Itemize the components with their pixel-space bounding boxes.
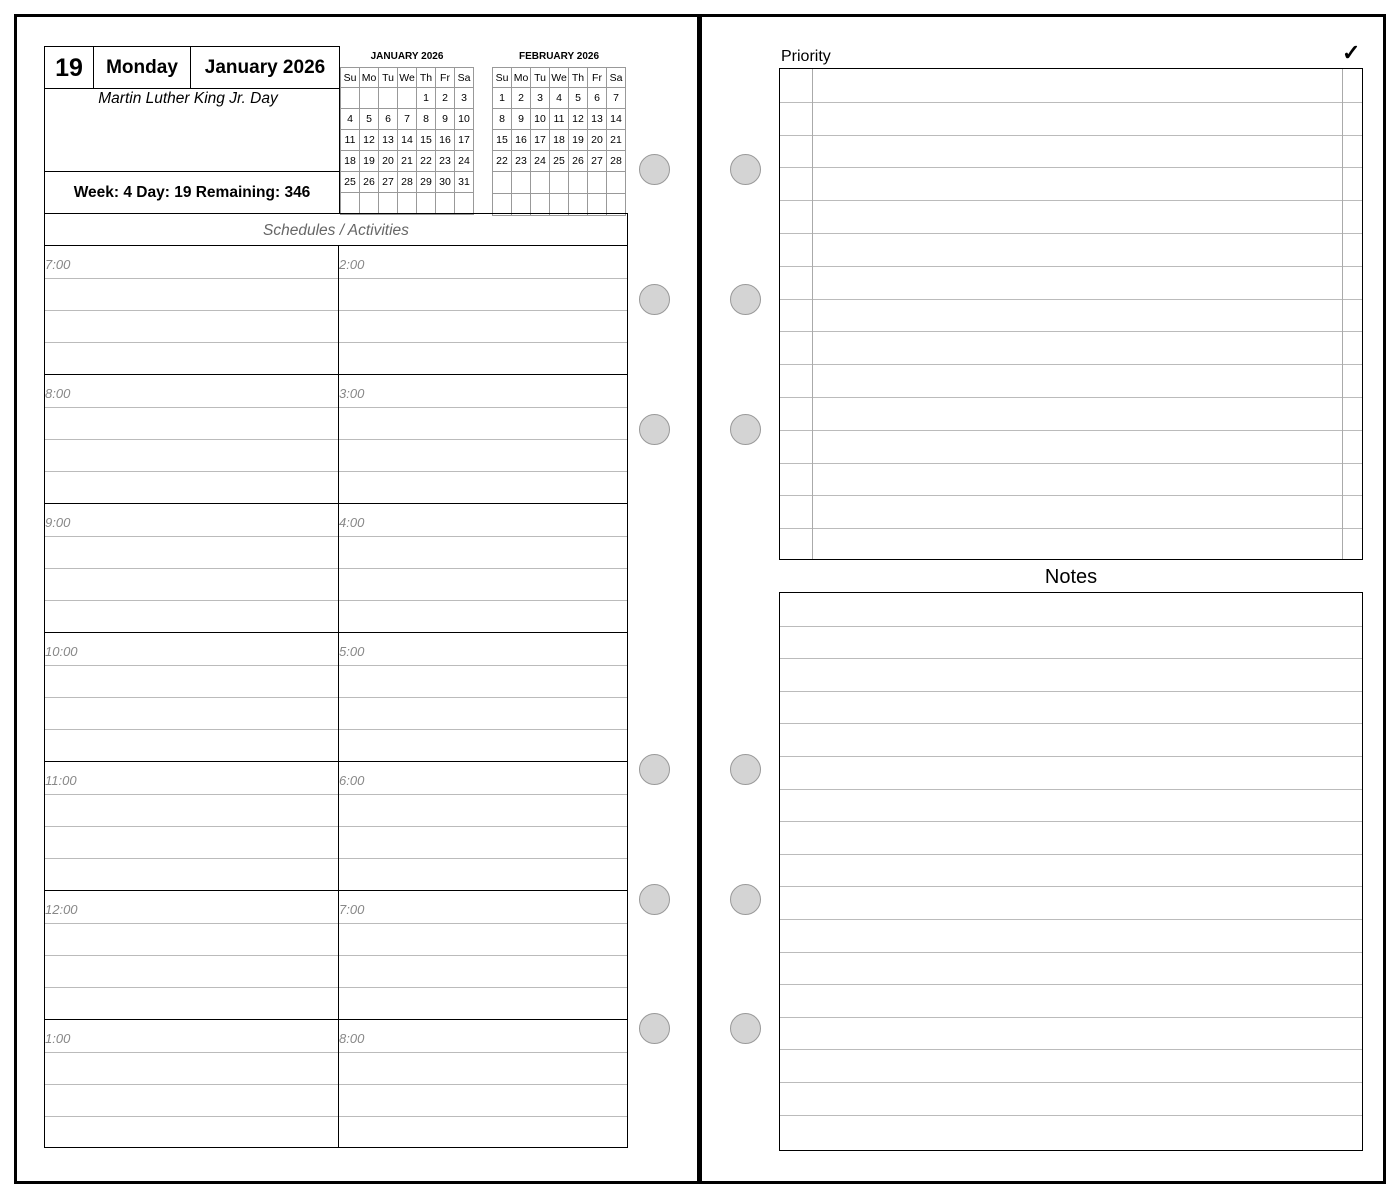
rule-line xyxy=(339,310,627,311)
calendar-day-cell[interactable]: 25 xyxy=(550,151,569,172)
hour-label: 4:00 xyxy=(339,515,365,530)
calendar-day-cell[interactable]: 26 xyxy=(360,172,379,193)
calendar-day-cell[interactable]: 5 xyxy=(360,109,379,130)
calendar-day-cell[interactable]: 28 xyxy=(398,172,417,193)
weekday-header: Fr xyxy=(588,68,607,88)
calendar-day-cell xyxy=(341,88,360,109)
hour-block[interactable] xyxy=(45,633,338,762)
hour-label: 7:00 xyxy=(45,257,71,272)
schedule-column-morning xyxy=(45,246,339,1147)
calendar-day-cell[interactable]: 7 xyxy=(398,109,417,130)
binder-hole xyxy=(639,284,670,315)
calendar-day-cell[interactable]: 16 xyxy=(436,130,455,151)
rule-line xyxy=(339,665,627,666)
mini-calendar-february xyxy=(492,50,626,216)
notes-line xyxy=(780,854,1362,855)
rule-line xyxy=(45,987,338,988)
hour-block[interactable] xyxy=(339,633,627,762)
rule-line xyxy=(339,1084,627,1085)
calendar-day-cell[interactable]: 11 xyxy=(341,130,360,151)
calendar-day-cell xyxy=(417,193,436,215)
notes-title: Notes xyxy=(1044,566,1098,588)
priority-line xyxy=(780,495,1362,496)
calendar-day-cell[interactable]: 26 xyxy=(569,151,588,172)
mini-calendar-grid xyxy=(340,67,474,215)
binder-hole xyxy=(730,284,761,315)
calendar-day-cell[interactable]: 8 xyxy=(417,109,436,130)
weekday-header: Mo xyxy=(360,68,379,88)
calendar-day-cell[interactable]: 19 xyxy=(569,130,588,151)
calendar-day-cell xyxy=(379,88,398,109)
weekday: Monday xyxy=(94,47,191,89)
binder-hole xyxy=(730,414,761,445)
notes-line xyxy=(780,1082,1362,1083)
weekday-header: Mo xyxy=(512,68,531,88)
schedule-column-afternoon xyxy=(339,246,627,1147)
rule-line xyxy=(45,278,338,279)
priority-list[interactable] xyxy=(779,68,1363,560)
hour-label: 12:00 xyxy=(45,902,78,917)
hour-block[interactable] xyxy=(339,504,627,633)
calendar-day-cell xyxy=(588,172,607,194)
calendar-day-cell[interactable]: 15 xyxy=(493,130,512,151)
weekday-header: Tu xyxy=(379,68,398,88)
calendar-day-cell[interactable]: 12 xyxy=(569,109,588,130)
hour-block[interactable] xyxy=(339,375,627,504)
weekday-header: Sa xyxy=(607,68,626,88)
binder-hole xyxy=(639,1013,670,1044)
calendar-day-cell[interactable]: 14 xyxy=(398,130,417,151)
binder-hole xyxy=(639,884,670,915)
holiday-label: Martin Luther King Jr. Day xyxy=(98,90,278,107)
hour-block[interactable] xyxy=(339,891,627,1020)
date-header xyxy=(44,46,340,214)
notes-line xyxy=(780,952,1362,953)
hour-label: 9:00 xyxy=(45,515,71,530)
calendar-day-cell xyxy=(550,172,569,194)
weekday-header: We xyxy=(398,68,417,88)
calendar-day-cell xyxy=(512,172,531,194)
binder-hole xyxy=(730,884,761,915)
calendar-day-cell[interactable]: 6 xyxy=(379,109,398,130)
binder-hole xyxy=(639,754,670,785)
weekday-header: Sa xyxy=(455,68,474,88)
schedule-title: Schedules / Activities xyxy=(45,214,627,246)
mini-calendar-january xyxy=(340,50,474,215)
notes-area[interactable] xyxy=(779,592,1363,1151)
calendar-day-cell[interactable]: 20 xyxy=(588,130,607,151)
rule-line xyxy=(339,729,627,730)
rule-line xyxy=(45,407,338,408)
hour-label: 8:00 xyxy=(45,386,71,401)
rule-line xyxy=(339,278,627,279)
hour-label: 2:00 xyxy=(339,257,365,272)
hour-label: 1:00 xyxy=(45,1031,71,1046)
calendar-day-cell[interactable]: 13 xyxy=(588,109,607,130)
hour-block[interactable] xyxy=(45,1020,338,1149)
calendar-day-cell xyxy=(607,172,626,194)
rule-line xyxy=(45,955,338,956)
calendar-day-cell[interactable]: 22 xyxy=(493,151,512,172)
hour-block[interactable] xyxy=(339,246,627,375)
notes-line xyxy=(780,1049,1362,1050)
calendar-day-cell[interactable]: 22 xyxy=(417,151,436,172)
hour-label: 5:00 xyxy=(339,644,365,659)
rule-line xyxy=(339,923,627,924)
weekday-header: Th xyxy=(417,68,436,88)
calendar-day-cell[interactable]: 8 xyxy=(493,109,512,130)
priority-line xyxy=(780,266,1362,267)
binder-hole xyxy=(730,754,761,785)
priority-margin-line xyxy=(812,69,813,559)
priority-line xyxy=(780,299,1362,300)
calendar-day-cell[interactable]: 27 xyxy=(588,151,607,172)
calendar-day-cell xyxy=(531,172,550,194)
hour-label: 3:00 xyxy=(339,386,365,401)
priority-line xyxy=(780,331,1362,332)
schedule-grid xyxy=(44,213,628,1148)
calendar-day-cell xyxy=(341,193,360,215)
calendar-day-cell[interactable]: 3 xyxy=(531,88,550,109)
calendar-day-cell[interactable]: 10 xyxy=(455,109,474,130)
calendar-day-cell[interactable]: 1 xyxy=(417,88,436,109)
calendar-day-cell[interactable]: 16 xyxy=(512,130,531,151)
hour-label: 10:00 xyxy=(45,644,78,659)
priority-line xyxy=(780,102,1362,103)
hour-label: 7:00 xyxy=(339,902,365,917)
notes-line xyxy=(780,756,1362,757)
calendar-day-cell xyxy=(360,88,379,109)
notes-line xyxy=(780,789,1362,790)
rule-line xyxy=(339,600,627,601)
notes-line xyxy=(780,984,1362,985)
calendar-day-cell[interactable]: 1 xyxy=(493,88,512,109)
notes-line xyxy=(780,691,1362,692)
rule-line xyxy=(339,536,627,537)
calendar-day-cell[interactable]: 30 xyxy=(436,172,455,193)
rule-line xyxy=(339,858,627,859)
rule-line xyxy=(45,923,338,924)
priority-line xyxy=(780,430,1362,431)
rule-line xyxy=(45,729,338,730)
rule-line xyxy=(45,536,338,537)
rule-line xyxy=(339,342,627,343)
calendar-day-cell[interactable]: 20 xyxy=(379,151,398,172)
hour-block[interactable] xyxy=(45,375,338,504)
calendar-day-cell[interactable]: 17 xyxy=(455,130,474,151)
calendar-day-cell[interactable]: 18 xyxy=(341,151,360,172)
hour-block[interactable] xyxy=(339,762,627,891)
calendar-day-cell xyxy=(398,193,417,215)
weekday-header: Su xyxy=(493,68,512,88)
mini-calendar-grid xyxy=(492,67,626,216)
mini-calendar-title: JANUARY 2026 xyxy=(370,51,444,62)
priority-line xyxy=(780,135,1362,136)
calendar-day-cell xyxy=(569,172,588,194)
priority-label: Priority xyxy=(781,48,831,65)
month-year: January 2026 xyxy=(204,57,326,78)
calendar-day-cell[interactable]: 24 xyxy=(455,151,474,172)
calendar-day-cell[interactable]: 23 xyxy=(436,151,455,172)
rule-line xyxy=(45,826,338,827)
rule-line xyxy=(339,1116,627,1117)
calendar-day-cell[interactable]: 19 xyxy=(360,151,379,172)
priority-line xyxy=(780,397,1362,398)
rule-line xyxy=(45,439,338,440)
checkmark-icon: ✓ xyxy=(1342,40,1361,65)
binder-hole xyxy=(639,414,670,445)
weekday-header: Su xyxy=(341,68,360,88)
hour-block[interactable] xyxy=(45,891,338,1020)
calendar-day-cell[interactable]: 18 xyxy=(550,130,569,151)
priority-line xyxy=(780,200,1362,201)
calendar-day-cell[interactable]: 2 xyxy=(512,88,531,109)
calendar-day-cell[interactable]: 6 xyxy=(588,88,607,109)
rule-line xyxy=(45,471,338,472)
rule-line xyxy=(339,471,627,472)
notes-line xyxy=(780,919,1362,920)
rule-line xyxy=(339,987,627,988)
rule-line xyxy=(339,826,627,827)
day-number: 19 xyxy=(45,47,94,89)
rule-line xyxy=(45,600,338,601)
calendar-day-cell[interactable]: 21 xyxy=(607,130,626,151)
rule-line xyxy=(45,568,338,569)
calendar-day-cell[interactable]: 3 xyxy=(455,88,474,109)
notes-line xyxy=(780,723,1362,724)
calendar-day-cell[interactable]: 27 xyxy=(379,172,398,193)
priority-line xyxy=(780,233,1362,234)
rule-line xyxy=(45,665,338,666)
calendar-day-cell[interactable]: 15 xyxy=(417,130,436,151)
notes-line xyxy=(780,1115,1362,1116)
calendar-day-cell[interactable]: 14 xyxy=(607,109,626,130)
hour-block[interactable] xyxy=(45,246,338,375)
calendar-day-cell[interactable]: 13 xyxy=(379,130,398,151)
calendar-day-cell xyxy=(398,88,417,109)
calendar-day-cell[interactable]: 25 xyxy=(341,172,360,193)
calendar-day-cell[interactable]: 9 xyxy=(512,109,531,130)
hour-block[interactable] xyxy=(45,504,338,633)
rule-line xyxy=(339,568,627,569)
date-header-row xyxy=(45,47,339,89)
rule-line xyxy=(339,1052,627,1053)
calendar-day-cell[interactable]: 9 xyxy=(436,109,455,130)
rule-line xyxy=(339,794,627,795)
hour-block[interactable] xyxy=(45,762,338,891)
binder-hole xyxy=(730,154,761,185)
hour-label: 11:00 xyxy=(45,773,77,788)
priority-line xyxy=(780,463,1362,464)
notes-line xyxy=(780,821,1362,822)
calendar-day-cell[interactable]: 31 xyxy=(455,172,474,193)
binder-hole xyxy=(639,154,670,185)
calendar-day-cell[interactable]: 5 xyxy=(569,88,588,109)
notes-line xyxy=(780,626,1362,627)
calendar-day-cell xyxy=(493,172,512,194)
weekday-header: Tu xyxy=(531,68,550,88)
rule-line xyxy=(339,439,627,440)
calendar-day-cell[interactable]: 29 xyxy=(417,172,436,193)
priority-margin-line xyxy=(1342,69,1343,559)
mini-calendar-title: FEBRUARY 2026 xyxy=(518,51,600,62)
calendar-day-cell[interactable]: 4 xyxy=(341,109,360,130)
calendar-day-cell[interactable]: 24 xyxy=(531,151,550,172)
rule-line xyxy=(45,1084,338,1085)
priority-line xyxy=(780,167,1362,168)
rule-line xyxy=(45,1116,338,1117)
weekday-header: Fr xyxy=(436,68,455,88)
rule-line xyxy=(45,310,338,311)
rule-line xyxy=(339,955,627,956)
hour-label: 6:00 xyxy=(339,773,365,788)
calendar-day-cell[interactable]: 17 xyxy=(531,130,550,151)
week-stats: Week: 4 Day: 19 Remaining: 346 xyxy=(45,171,339,213)
binder-hole xyxy=(730,1013,761,1044)
calendar-day-cell xyxy=(360,193,379,215)
calendar-day-cell[interactable]: 11 xyxy=(550,109,569,130)
notes-line xyxy=(780,658,1362,659)
rule-line xyxy=(45,1052,338,1053)
calendar-day-cell xyxy=(455,193,474,215)
calendar-day-cell[interactable]: 2 xyxy=(436,88,455,109)
calendar-day-cell xyxy=(379,193,398,215)
rule-line xyxy=(45,858,338,859)
calendar-day-cell xyxy=(436,193,455,215)
hour-label: 8:00 xyxy=(339,1031,365,1046)
priority-line xyxy=(780,528,1362,529)
rule-line xyxy=(45,342,338,343)
calendar-day-cell[interactable]: 7 xyxy=(607,88,626,109)
calendar-day-cell[interactable]: 23 xyxy=(512,151,531,172)
priority-line xyxy=(780,364,1362,365)
calendar-day-cell[interactable]: 4 xyxy=(550,88,569,109)
calendar-day-cell[interactable]: 12 xyxy=(360,130,379,151)
rule-line xyxy=(45,697,338,698)
weekday-header: We xyxy=(550,68,569,88)
notes-line xyxy=(780,1017,1362,1018)
hour-block[interactable] xyxy=(339,1020,627,1149)
weekday-header: Th xyxy=(569,68,588,88)
calendar-day-cell[interactable]: 10 xyxy=(531,109,550,130)
calendar-day-cell[interactable]: 28 xyxy=(607,151,626,172)
calendar-day-cell[interactable]: 21 xyxy=(398,151,417,172)
rule-line xyxy=(45,794,338,795)
rule-line xyxy=(339,407,627,408)
rule-line xyxy=(339,697,627,698)
notes-line xyxy=(780,886,1362,887)
